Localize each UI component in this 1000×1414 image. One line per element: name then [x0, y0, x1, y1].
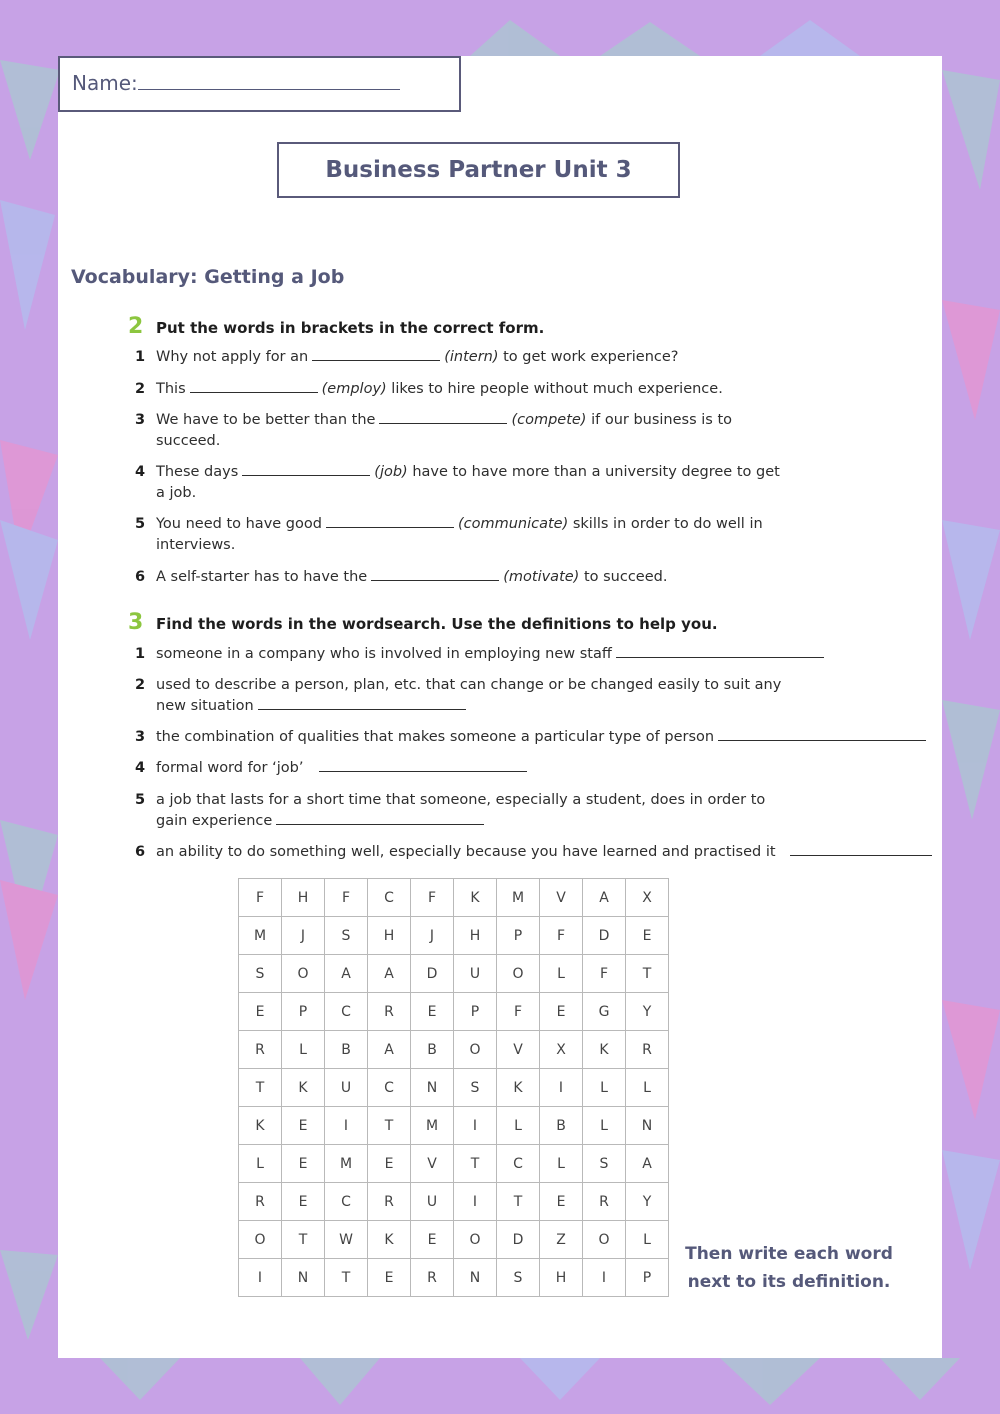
wordsearch-cell[interactable]: C: [497, 1145, 540, 1183]
wordsearch-cell[interactable]: B: [325, 1031, 368, 1069]
wordsearch-cell[interactable]: E: [626, 917, 669, 955]
wordsearch-cell[interactable]: L: [239, 1145, 282, 1183]
section-heading: Vocabulary: Getting a Job: [71, 266, 345, 288]
wordsearch-cell[interactable]: F: [239, 879, 282, 917]
wordsearch-cell[interactable]: H: [282, 879, 325, 917]
ex2-item: 4 These days (job) have to have more than a university degree to get a job.: [135, 464, 780, 501]
wordsearch-cell[interactable]: R: [411, 1259, 454, 1297]
wordsearch-cell[interactable]: F: [411, 879, 454, 917]
wordsearch-cell[interactable]: E: [368, 1145, 411, 1183]
wordsearch-cell[interactable]: I: [583, 1259, 626, 1297]
wordsearch-cell[interactable]: O: [239, 1221, 282, 1259]
wordsearch-cell[interactable]: J: [411, 917, 454, 955]
answer-blank[interactable]: [276, 811, 484, 825]
wordsearch-cell[interactable]: O: [497, 955, 540, 993]
wordsearch-cell[interactable]: P: [497, 917, 540, 955]
wordsearch-cell[interactable]: D: [583, 917, 626, 955]
wordsearch-cell[interactable]: I: [454, 1183, 497, 1221]
wordsearch-row: [239, 1145, 669, 1183]
wordsearch-cell[interactable]: E: [282, 1107, 325, 1145]
wordsearch-grid: [238, 878, 669, 1297]
wordsearch-cell[interactable]: I: [540, 1069, 583, 1107]
wordsearch-cell[interactable]: F: [583, 955, 626, 993]
wordsearch-row: [239, 1031, 669, 1069]
wordsearch-cell[interactable]: R: [626, 1031, 669, 1069]
ex3-item: 2 used to describe a person, plan, etc. that can change or be changed easily to suit any new situation: [135, 677, 782, 714]
wordsearch-cell[interactable]: N: [282, 1259, 325, 1297]
ex2-item: 1 Why not apply for an (intern) to get work experience?: [135, 349, 679, 365]
wordsearch-cell[interactable]: D: [411, 955, 454, 993]
answer-blank[interactable]: [319, 758, 527, 772]
wordsearch-cell[interactable]: R: [368, 993, 411, 1031]
answer-blank[interactable]: [371, 567, 499, 581]
wordsearch-cell[interactable]: C: [368, 879, 411, 917]
wordsearch-cell[interactable]: H: [368, 917, 411, 955]
wordsearch-cell[interactable]: B: [540, 1107, 583, 1145]
wordsearch-cell[interactable]: R: [583, 1183, 626, 1221]
wordsearch-cell[interactable]: T: [325, 1259, 368, 1297]
wordsearch-cell[interactable]: I: [239, 1259, 282, 1297]
wordsearch-cell[interactable]: C: [368, 1069, 411, 1107]
wordsearch-cell[interactable]: O: [454, 1031, 497, 1069]
wordsearch-cell[interactable]: P: [454, 993, 497, 1031]
wordsearch-row: [239, 1259, 669, 1297]
wordsearch-cell[interactable]: V: [497, 1031, 540, 1069]
ex2-item: 3 We have to be better than the (compete) if our business is to succeed.: [135, 412, 733, 449]
wordsearch-cell[interactable]: T: [282, 1221, 325, 1259]
ex3-item: 6 an ability to do something well, especially because you have learned and practised it: [135, 842, 935, 863]
wordsearch-cell[interactable]: A: [583, 879, 626, 917]
wordsearch-cell[interactable]: R: [239, 1183, 282, 1221]
wordsearch-cell[interactable]: F: [325, 879, 368, 917]
wordsearch-cell[interactable]: E: [239, 993, 282, 1031]
wordsearch-cell[interactable]: L: [497, 1107, 540, 1145]
wordsearch-row: [239, 1069, 669, 1107]
wordsearch-cell[interactable]: L: [540, 955, 583, 993]
wordsearch-cell[interactable]: A: [325, 955, 368, 993]
wordsearch-cell[interactable]: W: [325, 1221, 368, 1259]
answer-blank[interactable]: [312, 347, 440, 361]
wordsearch-row: [239, 1107, 669, 1145]
wordsearch-cell[interactable]: L: [282, 1031, 325, 1069]
wordsearch-cell[interactable]: M: [239, 917, 282, 955]
wordsearch-cell[interactable]: J: [282, 917, 325, 955]
wordsearch-cell[interactable]: E: [368, 1259, 411, 1297]
wordsearch-cell[interactable]: K: [497, 1069, 540, 1107]
wordsearch-cell[interactable]: L: [626, 1069, 669, 1107]
wordsearch-cell[interactable]: E: [411, 993, 454, 1031]
wordsearch-cell[interactable]: L: [583, 1107, 626, 1145]
exercise-3-title: [128, 610, 718, 635]
exercise-2-title: [128, 314, 544, 339]
wordsearch-cell[interactable]: A: [368, 955, 411, 993]
wordsearch-cell[interactable]: K: [239, 1107, 282, 1145]
wordsearch-cell[interactable]: L: [583, 1069, 626, 1107]
wordsearch-cell[interactable]: R: [368, 1183, 411, 1221]
wordsearch-cell[interactable]: E: [282, 1183, 325, 1221]
wordsearch-row: [239, 879, 669, 917]
ex2-item: 6 A self-starter has to have the (motivate) to succeed.: [135, 569, 668, 585]
wordsearch-cell[interactable]: T: [454, 1145, 497, 1183]
wordsearch-cell[interactable]: S: [497, 1259, 540, 1297]
wordsearch-row: [239, 993, 669, 1031]
wordsearch-cell[interactable]: L: [540, 1145, 583, 1183]
wordsearch-cell[interactable]: U: [454, 955, 497, 993]
wordsearch-cell[interactable]: R: [239, 1031, 282, 1069]
answer-blank[interactable]: [616, 644, 824, 658]
wordsearch-cell[interactable]: U: [411, 1183, 454, 1221]
name-blank[interactable]: [138, 72, 400, 90]
wordsearch-cell[interactable]: E: [540, 1183, 583, 1221]
ex2-item: 2 This (employ) likes to hire people without much experience.: [135, 381, 723, 397]
wordsearch-cell[interactable]: N: [411, 1069, 454, 1107]
wordsearch-cell[interactable]: P: [282, 993, 325, 1031]
wordsearch-cell[interactable]: A: [626, 1145, 669, 1183]
wordsearch-cell[interactable]: B: [411, 1031, 454, 1069]
wordsearch-row: [239, 955, 669, 993]
wordsearch-cell[interactable]: G: [583, 993, 626, 1031]
wordsearch-cell[interactable]: T: [368, 1107, 411, 1145]
ex3-item: 4 formal word for ‘job’: [135, 758, 785, 779]
wordsearch-cell[interactable]: F: [540, 917, 583, 955]
wordsearch-cell[interactable]: S: [239, 955, 282, 993]
wordsearch-cell[interactable]: X: [540, 1031, 583, 1069]
wordsearch-cell[interactable]: I: [454, 1107, 497, 1145]
wordsearch-cell[interactable]: C: [325, 1183, 368, 1221]
wordsearch-cell[interactable]: M: [325, 1145, 368, 1183]
wordsearch-cell[interactable]: O: [282, 955, 325, 993]
wordsearch-cell[interactable]: S: [583, 1145, 626, 1183]
wordsearch-cell[interactable]: O: [454, 1221, 497, 1259]
wordsearch-cell[interactable]: P: [626, 1259, 669, 1297]
wordsearch-cell[interactable]: T: [497, 1183, 540, 1221]
wordsearch-cell[interactable]: Z: [540, 1221, 583, 1259]
answer-blank[interactable]: [242, 462, 370, 476]
wordsearch-cell[interactable]: F: [497, 993, 540, 1031]
wordsearch-cell[interactable]: H: [540, 1259, 583, 1297]
answer-blank[interactable]: [718, 727, 926, 741]
answer-blank[interactable]: [190, 379, 318, 393]
wordsearch-cell[interactable]: I: [325, 1107, 368, 1145]
wordsearch-cell[interactable]: K: [282, 1069, 325, 1107]
wordsearch-cell[interactable]: N: [454, 1259, 497, 1297]
exercise-2-instruction: Put the words in brackets in the correct form.: [156, 319, 545, 337]
wordsearch-cell[interactable]: D: [497, 1221, 540, 1259]
wordsearch-row: [239, 1221, 669, 1259]
wordsearch-cell[interactable]: L: [626, 1221, 669, 1259]
wordsearch-cell[interactable]: E: [540, 993, 583, 1031]
wordsearch-cell[interactable]: Y: [626, 1183, 669, 1221]
wordsearch-cell[interactable]: C: [325, 993, 368, 1031]
name-label: Name:: [72, 71, 138, 95]
wordsearch-row: [239, 917, 669, 955]
ex3-item: 1 someone in a company who is involved in employing new staff: [135, 644, 835, 665]
exercise-3-instruction: Find the words in the wordsearch. Use the definitions to help you.: [156, 615, 718, 633]
instruction-note: Then write each word next to its definition.: [685, 1244, 893, 1292]
exercise-3-number: 3: [128, 610, 144, 635]
exercise-2-number: 2: [128, 314, 144, 339]
wordsearch-cell[interactable]: M: [497, 879, 540, 917]
ex3-item: 5 a job that lasts for a short time that someone, especially a student, does in order to gain experience: [135, 792, 766, 829]
wordsearch-cell[interactable]: T: [626, 955, 669, 993]
wordsearch-cell[interactable]: V: [540, 879, 583, 917]
wordsearch-cell[interactable]: Y: [626, 993, 669, 1031]
wordsearch-cell[interactable]: T: [239, 1069, 282, 1107]
wordsearch-cell[interactable]: K: [368, 1221, 411, 1259]
wordsearch-cell[interactable]: N: [626, 1107, 669, 1145]
wordsearch-cell[interactable]: A: [368, 1031, 411, 1069]
wordsearch-cell[interactable]: X: [626, 879, 669, 917]
wordsearch-cell[interactable]: M: [411, 1107, 454, 1145]
wordsearch-cell[interactable]: E: [411, 1221, 454, 1259]
wordsearch-cell[interactable]: H: [454, 917, 497, 955]
ex2-item: 5 You need to have good (communicate) skills in order to do well in interviews.: [135, 516, 763, 553]
answer-blank[interactable]: [326, 514, 454, 528]
wordsearch-cell[interactable]: U: [325, 1069, 368, 1107]
answer-blank[interactable]: [379, 410, 507, 424]
answer-blank[interactable]: [258, 696, 466, 710]
wordsearch-row: [239, 1183, 669, 1221]
wordsearch-cell[interactable]: V: [411, 1145, 454, 1183]
wordsearch-cell[interactable]: E: [282, 1145, 325, 1183]
wordsearch-cell[interactable]: K: [454, 879, 497, 917]
page-title: Business Partner Unit 3: [277, 142, 680, 198]
name-field[interactable]: [58, 56, 461, 112]
wordsearch-cell[interactable]: S: [454, 1069, 497, 1107]
ex3-item: 3 the combination of qualities that makes someone a particular type of person: [135, 727, 935, 748]
wordsearch-cell[interactable]: K: [583, 1031, 626, 1069]
wordsearch-cell[interactable]: S: [325, 917, 368, 955]
answer-blank[interactable]: [790, 842, 932, 856]
wordsearch-cell[interactable]: O: [583, 1221, 626, 1259]
